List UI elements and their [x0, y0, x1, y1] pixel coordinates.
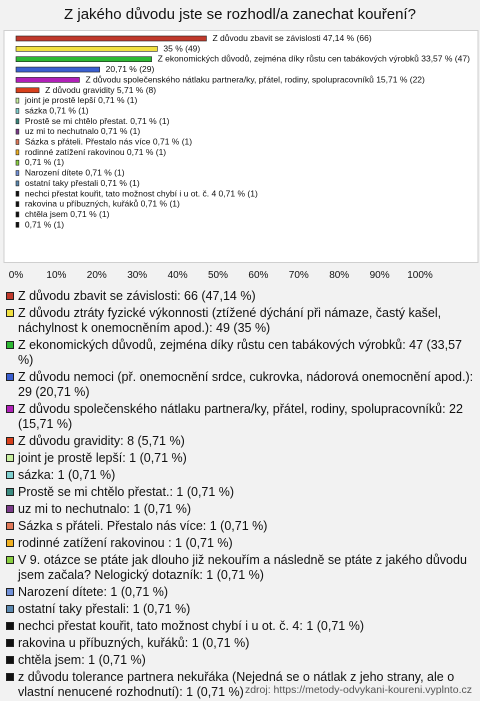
legend-item	[6, 434, 476, 449]
bar-17	[16, 202, 19, 207]
legend-label: ostatní taky přestali: 1 (0,71 %)	[18, 602, 191, 616]
bar-4	[16, 67, 100, 72]
bar-label-7: joint je prostě lepší 0,71 % (1)	[24, 95, 138, 106]
chart-title: Z jakého důvodu jste se rozhodl/a zanechat kouření?	[64, 6, 416, 23]
legend-label: Narození dítete: 1 (0,71 %)	[18, 585, 169, 599]
legend-label: z důvodu tolerance partnera nekuřáka (Nejedná se o nátlak z jeho strany, ale o vlastní nenucené rozhodnutí): 1 (0,71 %)	[18, 670, 455, 699]
bar-14	[16, 171, 19, 176]
legend-item	[6, 338, 476, 368]
legend-label: Z důvodu ztráty fyzické výkonnosti (ztížené dýchání při námaze, častý kašel, náchylnost k onemocněním apod.): 49 (35 %)	[18, 306, 442, 335]
legend-label: Z důvodu společenského nátlaku partnera/ky, přátel, rodiny, spolupracovníků: 22 (15,71 %)	[18, 402, 463, 431]
bar-9	[16, 119, 19, 124]
legend-label: Z ekonomických důvodů, zejména díky růstu cen tabákových výrobků: 47 (33,57 %)	[18, 338, 462, 367]
legend-swatch	[6, 639, 14, 647]
legend-item	[6, 536, 476, 551]
legend	[6, 289, 476, 701]
legend-item	[6, 485, 476, 500]
legend-item	[6, 519, 476, 534]
legend-item	[6, 468, 476, 483]
plot-area	[0, 30, 480, 292]
legend-item	[6, 306, 476, 336]
bar-label-18: chtěla jsem 0,71 % (1)	[24, 208, 110, 219]
bar-18	[16, 212, 19, 217]
legend-label: joint je prostě lepší: 1 (0,71 %)	[18, 451, 187, 465]
legend-item	[6, 636, 476, 651]
bar-label-17: rakovina u příbuzných, kuřáků 0,71 % (1)	[24, 198, 180, 209]
bar-label-5: Z důvodu společenského nátlaku partnera/ky, přátel, rodiny, spolupracovníků 15,71 % (22)	[85, 74, 425, 85]
bar-label-9: Prostě se mi chtělo přestat. 0,71 % (1)	[24, 115, 170, 126]
bar-15	[16, 181, 19, 186]
legend-item	[6, 451, 476, 466]
legend-item	[6, 619, 476, 634]
legend-item	[6, 502, 476, 517]
legend-label: rakovina u příbuzných, kuřáků: 1 (0,71 %)	[18, 636, 250, 650]
legend-swatch	[6, 522, 14, 530]
x-tick-label: 70%	[288, 270, 309, 281]
legend-swatch	[6, 373, 14, 381]
bar-6	[16, 88, 39, 93]
legend-swatch	[6, 437, 14, 445]
legend-swatch	[6, 488, 14, 496]
bar-chart	[0, 30, 480, 292]
legend-swatch	[6, 539, 14, 547]
bar-label-8: sázka 0,71 % (1)	[24, 105, 89, 116]
legend-swatch	[6, 341, 14, 349]
legend-swatch	[6, 605, 14, 613]
legend-item	[6, 602, 476, 617]
bar-label-4: 20,71 % (29)	[105, 64, 155, 75]
legend-swatch	[6, 556, 14, 564]
legend-swatch	[6, 622, 14, 630]
legend-label: nechci přestat kouřit, tato možnost chybí i u ot. č. 4: 1 (0,71 %)	[18, 619, 364, 633]
bar-10	[16, 129, 19, 134]
bar-13	[16, 160, 19, 165]
legend-item	[6, 585, 476, 600]
legend-label: Z důvodu gravidity: 8 (5,71 %)	[18, 434, 185, 448]
x-tick-label: 0%	[8, 270, 24, 281]
legend-label: chtěla jsem: 1 (0,71 %)	[18, 653, 146, 667]
bar-8	[16, 108, 19, 113]
bar-19	[16, 222, 19, 227]
bar-2	[16, 46, 157, 51]
legend-item	[6, 553, 476, 583]
bar-label-6: Z důvodu gravidity 5,71 % (8)	[45, 84, 157, 95]
legend-item	[6, 402, 476, 432]
bar-12	[16, 150, 19, 155]
bar-1	[16, 36, 206, 41]
bar-label-13: 0,71 % (1)	[24, 157, 65, 168]
bar-label-2: 35 % (49)	[163, 43, 201, 54]
bar-label-15: ostatní taky přestali 0,71 % (1)	[24, 177, 140, 188]
legend-label: rodinné zatížení rakovinou : 1 (0,71 %)	[18, 536, 233, 550]
legend-item	[6, 653, 476, 668]
bar-label-3: Z ekonomických důvodů, zejména díky růstu cen tabákových výrobků 33,57 % (47)	[157, 53, 470, 64]
legend-swatch	[6, 471, 14, 479]
source-note: zdroj: https://metody-odvykani-koureni.vyplnto.cz	[244, 684, 472, 696]
bar-16	[16, 191, 19, 196]
legend-label: uz mi to nechutnalo: 1 (0,71 %)	[18, 502, 192, 516]
x-tick-label: 30%	[127, 270, 148, 281]
bar-11	[16, 140, 19, 145]
legend-swatch	[6, 505, 14, 513]
legend-swatch	[6, 309, 14, 317]
bar-7	[16, 98, 19, 103]
x-tick-label: 100%	[407, 270, 433, 281]
legend-label: sázka: 1 (0,71 %)	[18, 468, 116, 482]
x-tick-label: 60%	[248, 270, 269, 281]
bar-label-11: Sázka s přáteli. Přestalo nás více 0,71 % (1)	[24, 136, 193, 147]
bar-5	[16, 77, 79, 82]
legend-swatch	[6, 405, 14, 413]
bar-label-16: nechci přestat kouřit, tato možnost chybí i u ot. č. 4 0,71 % (1)	[24, 188, 258, 199]
bar-label-19: 0,71 % (1)	[24, 219, 65, 230]
legend-swatch	[6, 454, 14, 462]
x-tick-label: 90%	[369, 270, 390, 281]
x-tick-label: 20%	[86, 270, 107, 281]
legend-label: Prostě se mi chtělo přestat.: 1 (0,71 %)	[18, 485, 235, 499]
x-tick-label: 50%	[207, 270, 229, 281]
legend-label: Z důvodu zbavit se závislosti: 66 (47,14 %)	[18, 289, 256, 303]
legend-swatch	[6, 292, 14, 300]
legend-swatch	[6, 673, 14, 681]
legend-item	[6, 370, 476, 400]
x-tick-label: 40%	[167, 270, 188, 281]
legend-swatch	[6, 656, 14, 664]
bar-label-12: rodinné zatížení rakovinou 0,71 % (1)	[24, 146, 167, 157]
x-tick-label: 80%	[329, 270, 350, 281]
bar-label-14: Narození dítete 0,71 % (1)	[24, 167, 125, 178]
bar-3	[16, 57, 152, 62]
legend-label: Sázka s přáteli. Přestalo nás více: 1 (0,71 %)	[18, 519, 268, 533]
legend-label: V 9. otázce se ptáte jak dlouho již nekouřím a následně se ptáte z jakého důvodu jsem začala? Nelogický dotazník: 1 (0,71 %)	[18, 553, 467, 582]
legend-item	[6, 289, 476, 304]
x-tick-label: 10%	[46, 270, 67, 281]
bar-label-1: Z důvodu zbavit se závislosti 47,14 % (66)	[212, 33, 372, 43]
legend-swatch	[6, 588, 14, 596]
bar-label-10: uz mi to nechutnalo 0,71 % (1)	[24, 126, 141, 137]
legend-label: Z důvodu nemoci (př. onemocnění srdce, cukrovka, nádorová onemocnění apod.): 29 (20,71 %)	[18, 370, 474, 399]
